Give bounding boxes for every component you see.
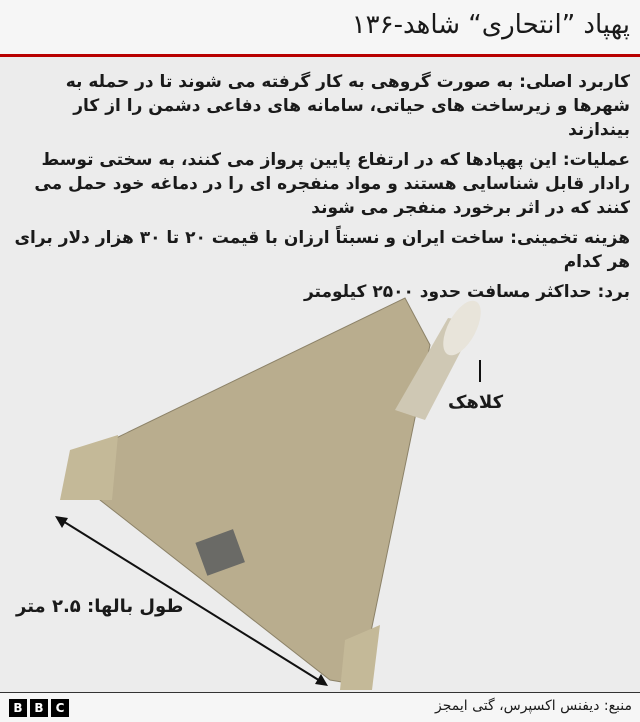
logo-letter: C [51,699,69,717]
wingspan-label: طول بالها: ۲.۵ متر [16,596,184,617]
source-text: منبع: دیفنس اکسپرس، گتی ایمجز [434,698,632,714]
range-text: برد: حداکثر مسافت حدود ۲۵۰۰ کیلومتر [303,282,630,302]
warhead-label: کلاهک [448,392,504,413]
left-winglet [60,435,118,500]
footer [0,692,640,722]
drone-wing [100,298,430,685]
bbc-logo [9,699,69,717]
cost-text: هزینه تخمینی: ساخت ایران و نسبتاً ارزان با قیمت ۲۰ تا ۳۰ هزار دلار برای هر کدام [14,228,630,272]
logo-letter: B [9,699,27,717]
operation-text: عملیات: این پهپادها که در ارتفاع پایین پرواز می کنند، به سختی توسط رادار قابل شناسایی هستند و مواد منفجره ای را در دماغه خود حمل می کنند که در اثر برخورد منفجر می شوند [34,150,630,218]
logo-letter: B [30,699,48,717]
main-use-text: کاربرد اصلی: به صورت گروهی به کار گرفته می شوند تا در حمله به شهرها و زیرساخت های حیاتی، سامانه های دفاعی دشمن را از کار بیندازند [65,72,630,140]
description-block [10,70,630,304]
page-title: پهپاد ”انتحاری“ شاهد-۱۳۶ [351,10,630,40]
